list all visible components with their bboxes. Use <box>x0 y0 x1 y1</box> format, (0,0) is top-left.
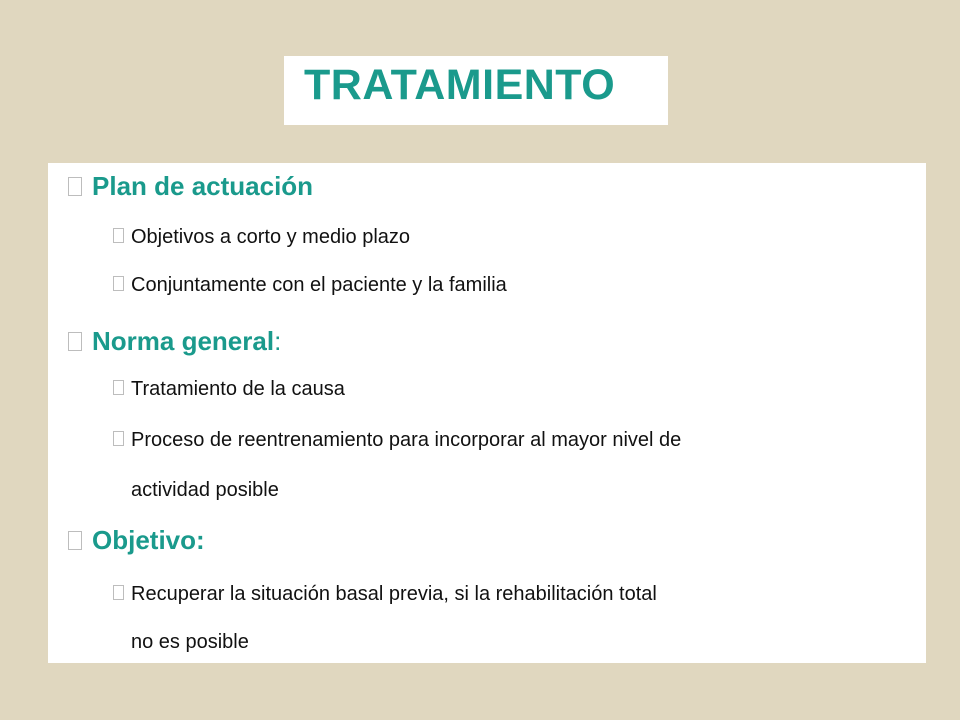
bullet-box-icon <box>113 276 124 291</box>
section-heading-text: Plan de actuación <box>92 171 314 201</box>
list-item <box>113 583 657 606</box>
list-item-text: Objetivos a corto y medio plazo <box>131 226 411 248</box>
section-heading-plan <box>68 171 313 202</box>
list-item <box>113 429 681 452</box>
list-item-text: Tratamiento de la causa <box>131 378 345 400</box>
list-item-text: Recuperar la situación basal previa, si la rehabilitación total <box>131 583 657 605</box>
section-heading-objetivo <box>68 525 205 556</box>
list-item-text: Conjuntamente con el paciente y la familia <box>131 274 507 296</box>
bullet-box-icon <box>113 431 124 446</box>
bullet-box-icon <box>113 380 124 395</box>
list-item-text: Proceso de reentrenamiento para incorporar al mayor nivel de <box>131 429 682 451</box>
bullet-box-icon <box>68 332 82 351</box>
section-heading-text: Objetivo: <box>92 525 205 555</box>
section-heading-suffix: : <box>274 326 282 356</box>
title-box <box>284 56 668 125</box>
bullet-box-icon <box>113 585 124 600</box>
bullet-box-icon <box>68 531 82 550</box>
list-item-continuation: actividad posible <box>131 479 279 501</box>
list-item <box>113 226 410 249</box>
bullet-box-icon <box>113 228 124 243</box>
list-item <box>113 378 345 401</box>
page-title: TRATAMIENTO <box>304 61 616 109</box>
section-heading-text: Norma general <box>92 326 275 356</box>
content-panel <box>48 163 926 663</box>
bullet-box-icon <box>68 177 82 196</box>
section-heading-norma <box>68 326 281 357</box>
list-item-continuation: no es posible <box>131 631 249 653</box>
list-item <box>113 274 507 297</box>
